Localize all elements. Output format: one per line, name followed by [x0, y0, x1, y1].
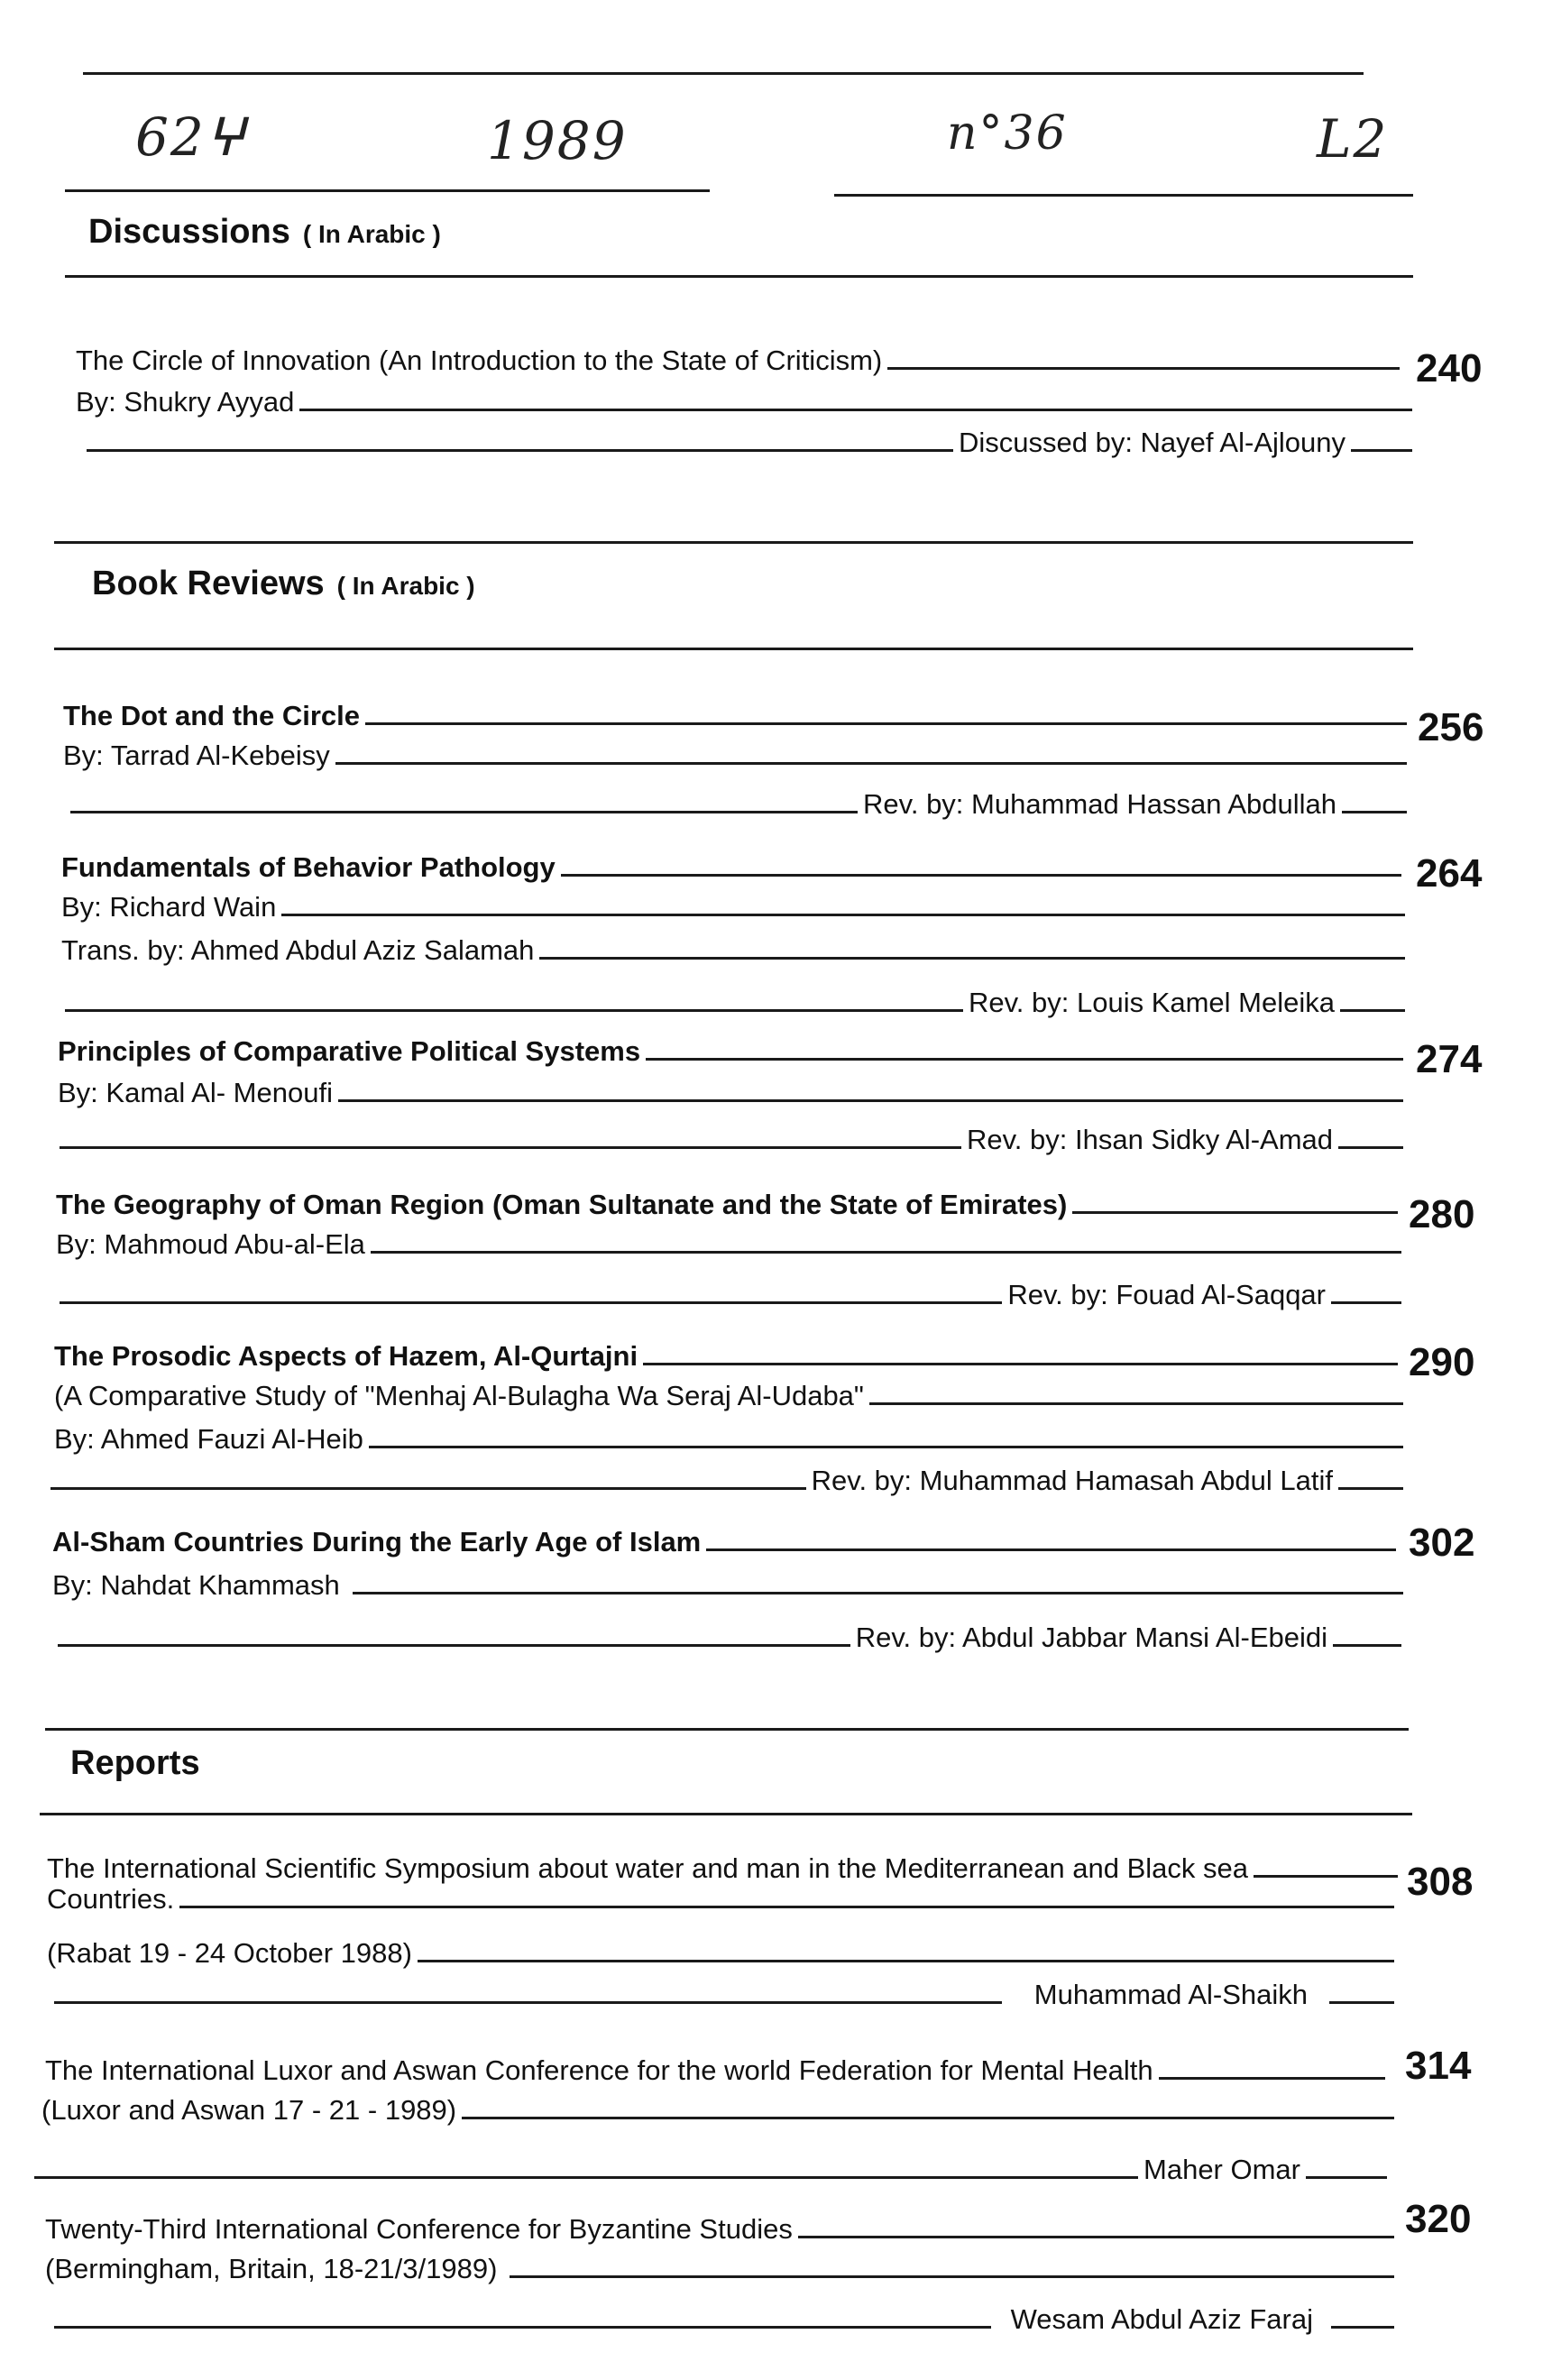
entry-author: Wesam Abdul Aziz Faraj: [54, 2305, 1400, 2333]
entry-author: By: Tarrad Al-Kebeisy: [63, 741, 1412, 769]
entry-reviewer: Rev. by: Muhammad Hamasah Abdul Latif: [51, 1466, 1409, 1494]
entry-reviewer: Rev. by: Louis Kamel Meleika: [65, 988, 1410, 1016]
header-rule-left: [65, 189, 710, 192]
reviews-note: ( In Arabic ): [336, 572, 475, 600]
entry-place: (Rabat 19 - 24 October 1988): [47, 1939, 1400, 1967]
section-rule: [40, 1813, 1412, 1815]
section-title-discussions: [88, 213, 441, 252]
entry-place: (Bermingham, Britain, 18-21/3/1989): [45, 2255, 1400, 2283]
entry-title: The Prosodic Aspects of Hazem, Al-Qurtajni: [54, 1342, 1403, 1370]
entry-title-continued: Countries.: [47, 1885, 1400, 1913]
section-rule: [54, 541, 1413, 544]
handwritten-number: n°36: [947, 106, 1068, 161]
entry-author: By: Kamal Al- Menoufi: [58, 1079, 1409, 1107]
entry-author: By: Nahdat Khammash: [52, 1571, 1409, 1599]
entry-title: Principles of Comparative Political Systems: [58, 1037, 1409, 1065]
entry-place: (Luxor and Aswan 17 - 21 - 1989): [41, 2096, 1400, 2124]
handwritten-marker: L2: [1317, 108, 1389, 170]
entry-reviewer: Discussed by: Nayef Al-Ajlouny: [87, 428, 1418, 456]
page-number: 320: [1405, 2197, 1472, 2241]
page-number: 302: [1409, 1521, 1475, 1565]
section-rule: [45, 1728, 1409, 1731]
page-number: 256: [1418, 705, 1484, 749]
top-rule: [83, 72, 1364, 75]
entry-translator: Trans. by: Ahmed Abdul Aziz Salamah: [61, 936, 1410, 964]
entry-reviewer: Rev. by: Fouad Al-Saqqar: [60, 1281, 1407, 1309]
entry-subtitle: (A Comparative Study of "Menhaj Al-Bulagha Wa Seraj Al-Udaba": [54, 1382, 1409, 1410]
reports-heading: Reports: [70, 1744, 200, 1782]
section-rule: [54, 648, 1413, 650]
page-number: 308: [1407, 1860, 1474, 1904]
page-number: 290: [1409, 1340, 1475, 1384]
entry-author: By: Ahmed Fauzi Al-Heib: [54, 1425, 1409, 1453]
section-title-reports: [70, 1744, 200, 1783]
page-number: 264: [1416, 851, 1483, 896]
entry-author: Muhammad Al-Shaikh: [54, 1980, 1400, 2008]
handwritten-code: 62ⵖ: [135, 106, 247, 168]
page-number: 280: [1409, 1192, 1475, 1236]
page-number: 274: [1416, 1037, 1483, 1081]
section-rule: [65, 275, 1413, 278]
entry-title: Fundamentals of Behavior Pathology: [61, 853, 1407, 881]
entry-title: The International Luxor and Aswan Conference for the world Federation for Mental Health: [45, 2056, 1391, 2084]
entry-reviewer: Rev. by: Ihsan Sidky Al-Amad: [60, 1126, 1409, 1153]
page-number: 314: [1405, 2044, 1472, 2088]
page-number: 240: [1416, 346, 1483, 391]
entry-author: By: Shukry Ayyad: [76, 388, 1418, 416]
handwritten-year: 1989: [487, 110, 628, 171]
entry-reviewer: Rev. by: Muhammad Hassan Abdullah: [70, 790, 1412, 818]
entry-title: The Circle of Innovation (An Introduction to the State of Criticism): [76, 346, 1405, 374]
section-title-reviews: [92, 565, 475, 603]
header-rule-right: [834, 194, 1413, 197]
entry-reviewer: Rev. by: Abdul Jabbar Mansi Al-Ebeidi: [58, 1623, 1407, 1651]
entry-title: The Dot and the Circle: [63, 702, 1412, 730]
discussions-note: ( In Arabic ): [302, 220, 441, 248]
entry-title: The International Scientific Symposium about water and man in the Mediterranean and Black sea: [47, 1854, 1403, 1882]
discussions-heading: Discussions: [88, 213, 290, 251]
entry-author: By: Mahmoud Abu-al-Ela: [56, 1230, 1407, 1258]
reviews-heading: Book Reviews: [92, 565, 325, 602]
entry-title: The Geography of Oman Region (Oman Sultanate and the State of Emirates): [56, 1190, 1403, 1218]
entry-author: By: Richard Wain: [61, 893, 1410, 921]
entry-title: Twenty-Third International Conference for Byzantine Studies: [45, 2215, 1400, 2243]
entry-title: Al-Sham Countries During the Early Age of Islam: [52, 1528, 1401, 1556]
entry-author: Maher Omar: [34, 2155, 1392, 2183]
